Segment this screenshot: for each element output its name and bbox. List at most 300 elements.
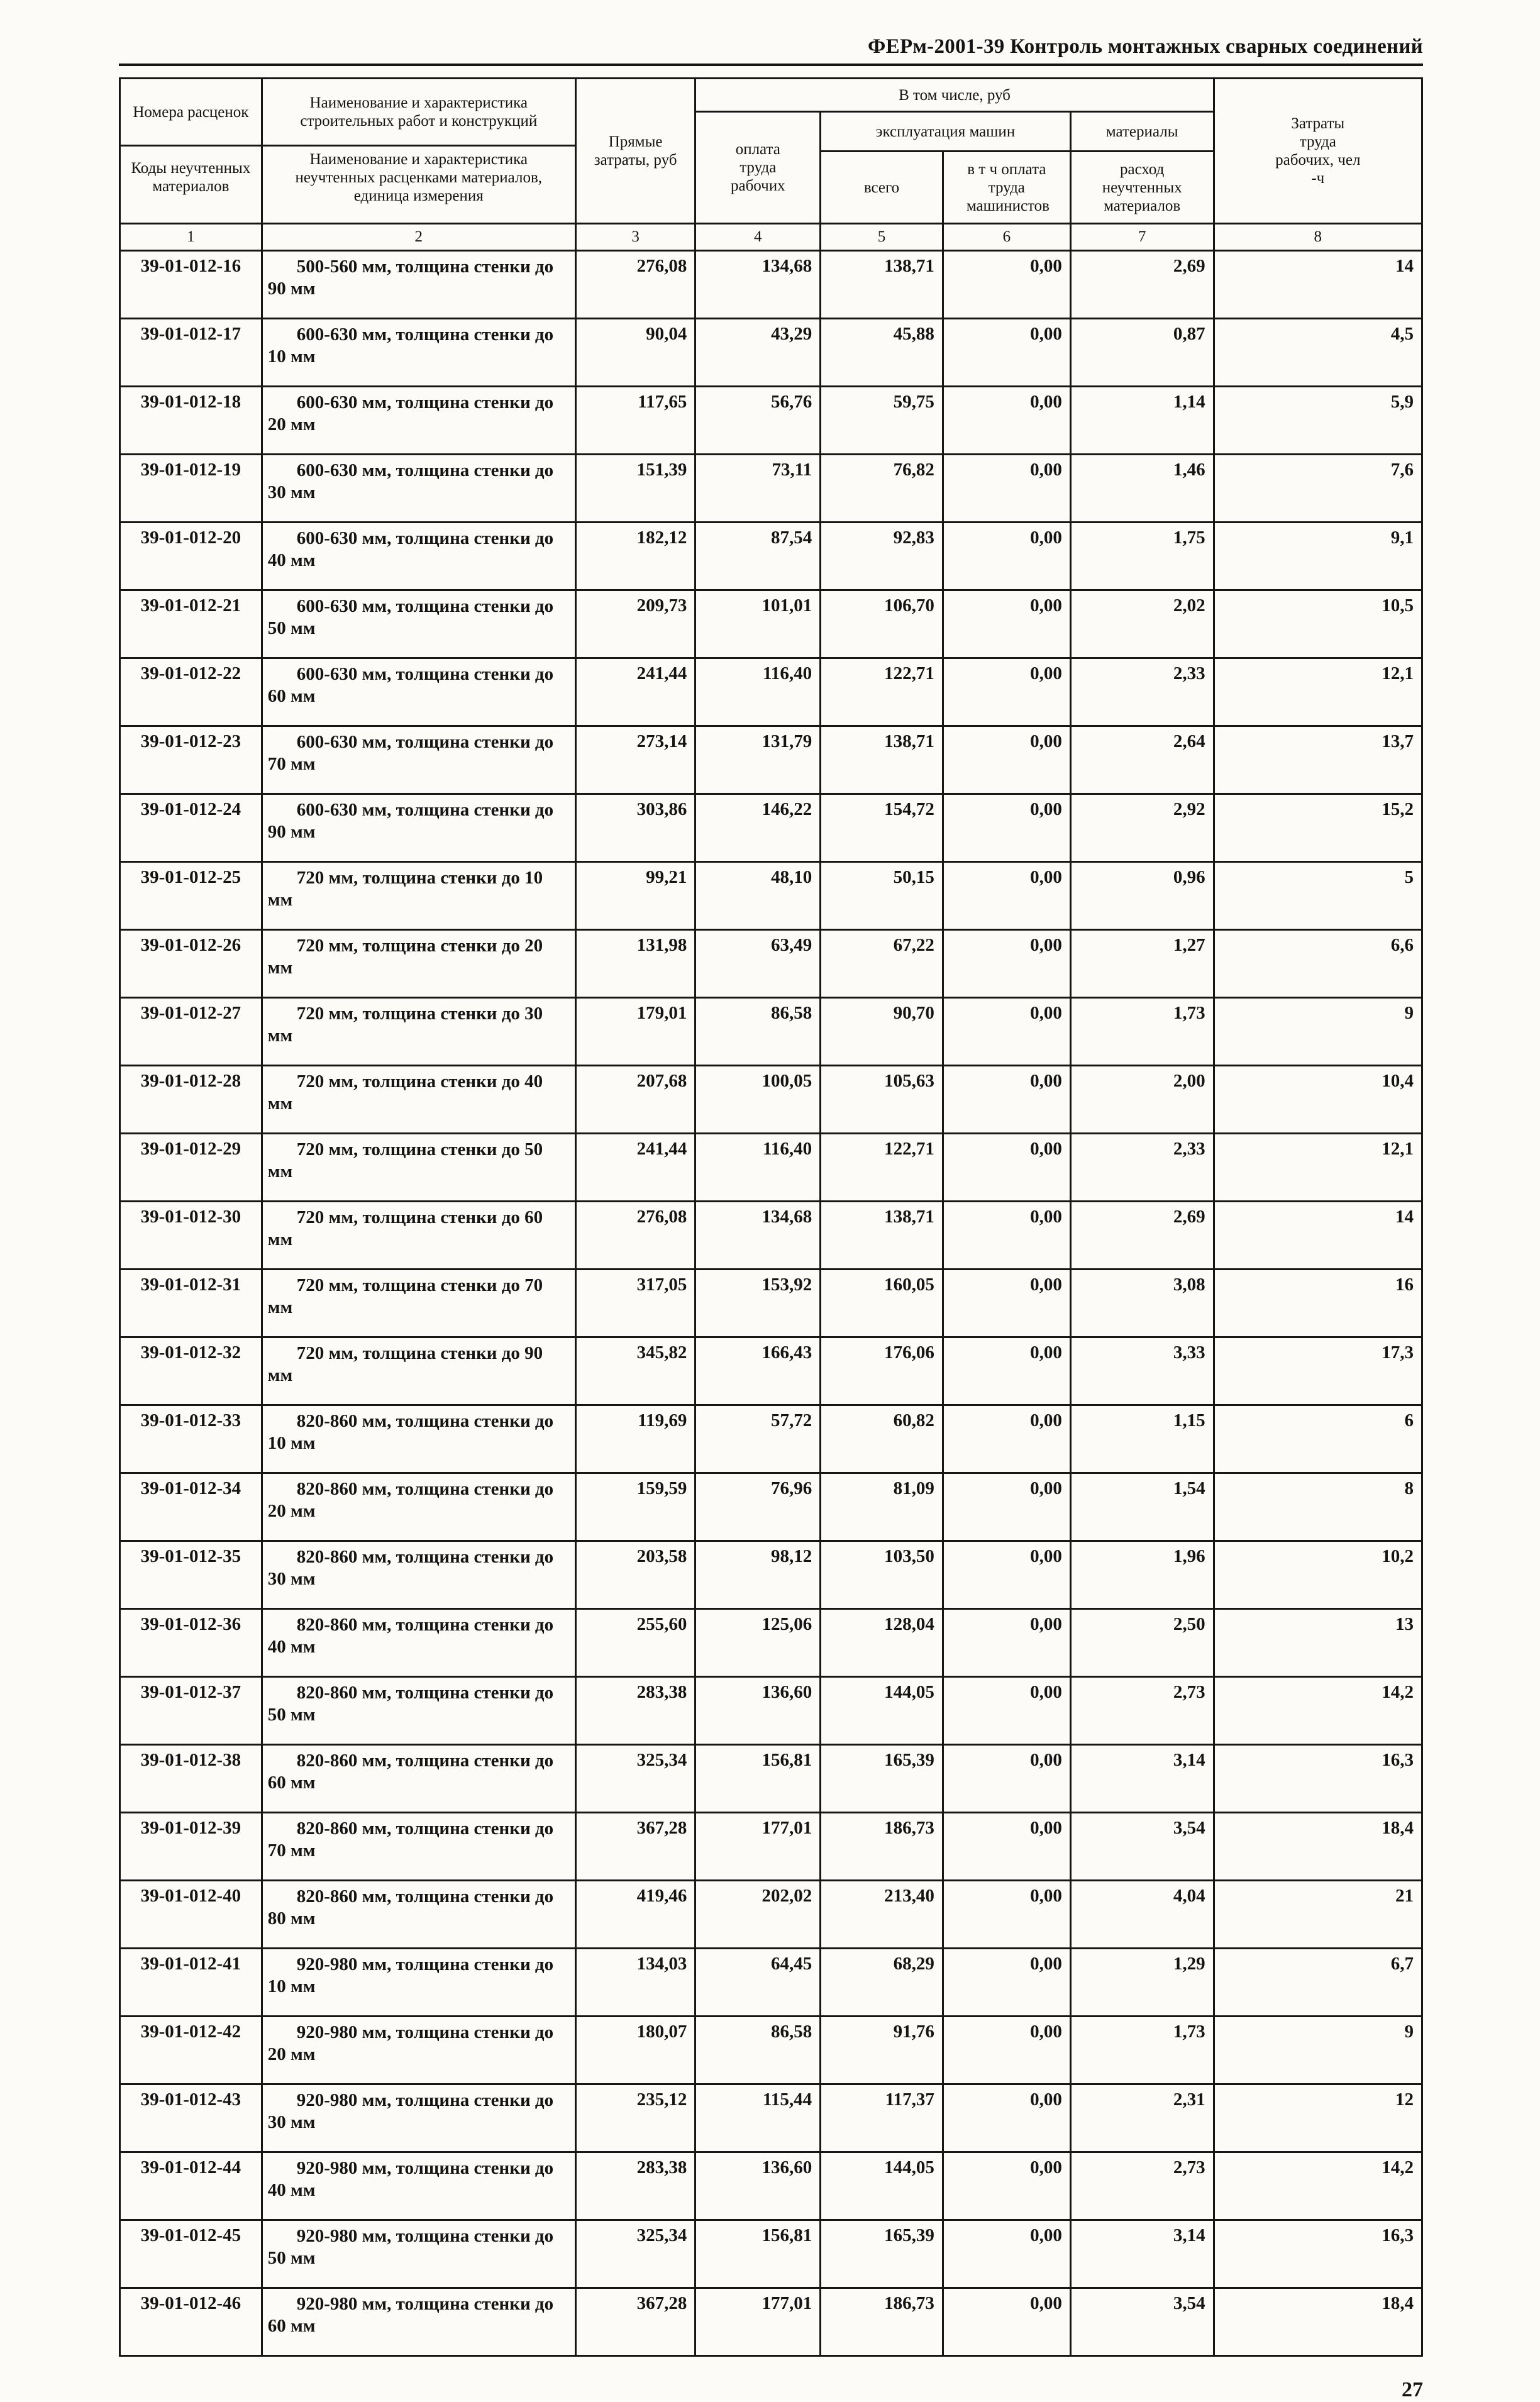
value-cell: 276,08 [575, 251, 695, 319]
value-cell: 203,58 [575, 1541, 695, 1609]
value-cell: 177,01 [695, 2288, 821, 2356]
work-name: 600-630 мм, толщина стенки до 40 мм [262, 523, 575, 590]
value-cell: 134,68 [695, 1202, 821, 1270]
value-cell: 86,58 [695, 2017, 821, 2084]
value-cell: 165,39 [821, 2220, 943, 2288]
material-codes-label: Коды неучтенных материалов [131, 159, 251, 195]
rate-code: 39-01-012-39 [120, 1813, 262, 1881]
value-cell: 21 [1214, 1881, 1422, 1949]
value-cell: 1,14 [1070, 387, 1214, 455]
value-cell: 207,68 [575, 1066, 695, 1134]
value-cell: 0,00 [943, 862, 1070, 930]
value-cell: 90,04 [575, 319, 695, 387]
work-name: 820-860 мм, толщина стенки до 40 мм [262, 1609, 575, 1677]
value-cell: 3,08 [1070, 1270, 1214, 1337]
value-cell: 0,00 [943, 1473, 1070, 1541]
rate-code: 39-01-012-41 [120, 1949, 262, 2017]
value-cell: 138,71 [821, 251, 943, 319]
value-cell: 6 [1214, 1405, 1422, 1473]
value-cell: 131,98 [575, 930, 695, 998]
value-cell: 122,71 [821, 1134, 943, 1202]
value-cell: 0,00 [943, 1270, 1070, 1337]
value-cell: 2,33 [1070, 658, 1214, 726]
value-cell: 0,00 [943, 1405, 1070, 1473]
rate-code: 39-01-012-44 [120, 2152, 262, 2220]
value-cell: 73,11 [695, 455, 821, 523]
table-row [120, 251, 1422, 319]
materials-name-label: Наименование и характеристика неучтенных расценками материалов, единица измерения [295, 151, 543, 204]
value-cell: 0,00 [943, 2017, 1070, 2084]
value-cell: 2,92 [1070, 794, 1214, 862]
value-cell: 156,81 [695, 1745, 821, 1813]
value-cell: 117,37 [821, 2084, 943, 2152]
rate-code: 39-01-012-32 [120, 1337, 262, 1405]
work-name: 920-980 мм, толщина стенки до 50 мм [262, 2220, 575, 2288]
table-row [120, 726, 1422, 794]
table-row [120, 862, 1422, 930]
table-row [120, 1270, 1422, 1337]
work-name: 720 мм, толщина стенки до 30 мм [262, 998, 575, 1066]
value-cell: 186,73 [821, 1813, 943, 1881]
value-cell: 10,5 [1214, 590, 1422, 658]
value-cell: 345,82 [575, 1337, 695, 1405]
value-cell: 138,71 [821, 726, 943, 794]
header-materials: материалы [1070, 112, 1214, 152]
value-cell: 122,71 [821, 658, 943, 726]
value-cell: 17,3 [1214, 1337, 1422, 1405]
value-cell: 0,00 [943, 998, 1070, 1066]
header-direct-costs: Прямые затраты, руб [575, 79, 695, 224]
value-cell: 81,09 [821, 1473, 943, 1541]
value-cell: 3,14 [1070, 1745, 1214, 1813]
rate-numbers-split [121, 79, 261, 208]
value-cell: 0,00 [943, 1134, 1070, 1202]
table-row [120, 1066, 1422, 1134]
value-cell: 1,27 [1070, 930, 1214, 998]
value-cell: 419,46 [575, 1881, 695, 1949]
value-cell: 0,00 [943, 1677, 1070, 1745]
rate-code: 39-01-012-42 [120, 2017, 262, 2084]
value-cell: 241,44 [575, 658, 695, 726]
value-cell: 1,75 [1070, 523, 1214, 590]
rate-code: 39-01-012-29 [120, 1134, 262, 1202]
work-name: 600-630 мм, толщина стенки до 20 мм [262, 387, 575, 455]
table-row [120, 2220, 1422, 2288]
value-cell: 6,6 [1214, 930, 1422, 998]
value-cell: 156,81 [695, 2220, 821, 2288]
rate-code: 39-01-012-30 [120, 1202, 262, 1270]
rate-code: 39-01-012-23 [120, 726, 262, 794]
value-cell: 0,00 [943, 794, 1070, 862]
value-cell: 13,7 [1214, 726, 1422, 794]
value-cell: 0,00 [943, 726, 1070, 794]
value-cell: 117,65 [575, 387, 695, 455]
value-cell: 136,60 [695, 1677, 821, 1745]
value-cell: 106,70 [821, 590, 943, 658]
value-cell: 209,73 [575, 590, 695, 658]
value-cell: 76,82 [821, 455, 943, 523]
value-cell: 10,2 [1214, 1541, 1422, 1609]
machinists-pay-label: в т ч оплата труда машинистов [966, 160, 1050, 214]
table-row [120, 1405, 1422, 1473]
column-number: 8 [1214, 224, 1422, 251]
value-cell: 0,00 [943, 1881, 1070, 1949]
column-number: 5 [821, 224, 943, 251]
header-including: В том числе, руб [695, 79, 1214, 112]
table-row [120, 1745, 1422, 1813]
rate-code: 39-01-012-17 [120, 319, 262, 387]
value-cell: 86,58 [695, 998, 821, 1066]
value-cell: 180,07 [575, 2017, 695, 2084]
header-col-rate-numbers [120, 79, 262, 224]
value-cell: 18,4 [1214, 1813, 1422, 1881]
work-name: 820-860 мм, толщина стенки до 60 мм [262, 1745, 575, 1813]
work-name: 720 мм, толщина стенки до 50 мм [262, 1134, 575, 1202]
value-cell: 1,29 [1070, 1949, 1214, 2017]
value-cell: 1,73 [1070, 998, 1214, 1066]
value-cell: 303,86 [575, 794, 695, 862]
value-cell: 325,34 [575, 1745, 695, 1813]
table-row [120, 1541, 1422, 1609]
value-cell: 119,69 [575, 1405, 695, 1473]
value-cell: 8 [1214, 1473, 1422, 1541]
work-name: 820-860 мм, толщина стенки до 70 мм [262, 1813, 575, 1881]
value-cell: 241,44 [575, 1134, 695, 1202]
value-cell: 153,92 [695, 1270, 821, 1337]
value-cell: 91,76 [821, 2017, 943, 2084]
column-number: 2 [262, 224, 575, 251]
work-name: 600-630 мм, толщина стенки до 60 мм [262, 658, 575, 726]
value-cell: 134,68 [695, 251, 821, 319]
value-cell: 1,73 [1070, 2017, 1214, 2084]
value-cell: 50,15 [821, 862, 943, 930]
value-cell: 0,00 [943, 251, 1070, 319]
rate-code: 39-01-012-31 [120, 1270, 262, 1337]
rate-code: 39-01-012-45 [120, 2220, 262, 2288]
value-cell: 0,00 [943, 930, 1070, 998]
header-col-names [262, 79, 575, 224]
rate-code: 39-01-012-43 [120, 2084, 262, 2152]
work-name: 600-630 мм, толщина стенки до 90 мм [262, 794, 575, 862]
value-cell: 0,96 [1070, 862, 1214, 930]
header-machines-operation: эксплуатация машин [821, 112, 1071, 152]
value-cell: 0,00 [943, 2288, 1070, 2356]
value-cell: 57,72 [695, 1405, 821, 1473]
value-cell: 128,04 [821, 1609, 943, 1677]
work-name: 500-560 мм, толщина стенки до 90 мм [262, 251, 575, 319]
value-cell: 7,6 [1214, 455, 1422, 523]
value-cell: 3,54 [1070, 2288, 1214, 2356]
value-cell: 2,00 [1070, 1066, 1214, 1134]
value-cell: 0,00 [943, 1949, 1070, 2017]
value-cell: 138,71 [821, 1202, 943, 1270]
table-row [120, 455, 1422, 523]
value-cell: 1,54 [1070, 1473, 1214, 1541]
header-labor-input [1214, 79, 1422, 224]
work-name: 600-630 мм, толщина стенки до 50 мм [262, 590, 575, 658]
value-cell: 131,79 [695, 726, 821, 794]
header-machines-total: всего [821, 152, 943, 224]
value-cell: 125,06 [695, 1609, 821, 1677]
rates-table [119, 77, 1423, 2357]
work-name: 920-980 мм, толщина стенки до 10 мм [262, 1949, 575, 2017]
work-name: 600-630 мм, толщина стенки до 10 мм [262, 319, 575, 387]
table-row [120, 794, 1422, 862]
value-cell: 5,9 [1214, 387, 1422, 455]
value-cell: 367,28 [575, 1813, 695, 1881]
value-cell: 1,15 [1070, 1405, 1214, 1473]
header-labor-pay [695, 112, 821, 224]
labor-pay-label: оплата труда рабочих [730, 141, 785, 194]
value-cell: 0,00 [943, 319, 1070, 387]
value-cell: 0,00 [943, 1609, 1070, 1677]
value-cell: 144,05 [821, 1677, 943, 1745]
value-cell: 4,04 [1070, 1881, 1214, 1949]
work-name: 720 мм, толщина стенки до 70 мм [262, 1270, 575, 1337]
value-cell: 2,50 [1070, 1609, 1214, 1677]
work-name: 920-980 мм, толщина стенки до 30 мм [262, 2084, 575, 2152]
work-name: 820-860 мм, толщина стенки до 30 мм [262, 1541, 575, 1609]
value-cell: 14,2 [1214, 1677, 1422, 1745]
value-cell: 2,33 [1070, 1134, 1214, 1202]
rate-numbers-label: Номера расценок [121, 79, 261, 147]
value-cell: 2,73 [1070, 1677, 1214, 1745]
value-cell: 92,83 [821, 523, 943, 590]
value-cell: 0,00 [943, 387, 1070, 455]
work-name: 920-980 мм, толщина стенки до 60 мм [262, 2288, 575, 2356]
value-cell: 367,28 [575, 2288, 695, 2356]
value-cell: 16,3 [1214, 2220, 1422, 2288]
table-row [120, 1473, 1422, 1541]
value-cell: 43,29 [695, 319, 821, 387]
value-cell: 136,60 [695, 2152, 821, 2220]
value-cell: 12,1 [1214, 1134, 1422, 1202]
value-cell: 0,00 [943, 2084, 1070, 2152]
value-cell: 283,38 [575, 2152, 695, 2220]
column-number: 7 [1070, 224, 1214, 251]
value-cell: 99,21 [575, 862, 695, 930]
value-cell: 0,00 [943, 1541, 1070, 1609]
work-name: 820-860 мм, толщина стенки до 80 мм [262, 1881, 575, 1949]
value-cell: 76,96 [695, 1473, 821, 1541]
value-cell: 13 [1214, 1609, 1422, 1677]
value-cell: 45,88 [821, 319, 943, 387]
value-cell: 68,29 [821, 1949, 943, 2017]
value-cell: 177,01 [695, 1813, 821, 1881]
value-cell: 116,40 [695, 658, 821, 726]
value-cell: 3,54 [1070, 1813, 1214, 1881]
value-cell: 144,05 [821, 2152, 943, 2220]
value-cell: 159,59 [575, 1473, 695, 1541]
header-machinists-pay [943, 152, 1070, 224]
value-cell: 100,05 [695, 1066, 821, 1134]
value-cell: 2,02 [1070, 590, 1214, 658]
value-cell: 103,50 [821, 1541, 943, 1609]
work-name: 720 мм, толщина стенки до 90 мм [262, 1337, 575, 1405]
value-cell: 14,2 [1214, 2152, 1422, 2220]
value-cell: 6,7 [1214, 1949, 1422, 2017]
value-cell: 255,60 [575, 1609, 695, 1677]
value-cell: 60,82 [821, 1405, 943, 1473]
rate-code: 39-01-012-16 [120, 251, 262, 319]
work-name: 820-860 мм, толщина стенки до 50 мм [262, 1677, 575, 1745]
value-cell: 2,69 [1070, 1202, 1214, 1270]
materials-consumption-label: расход неучтенных материалов [1102, 160, 1182, 214]
value-cell: 325,34 [575, 2220, 695, 2288]
value-cell: 59,75 [821, 387, 943, 455]
value-cell: 3,33 [1070, 1337, 1214, 1405]
header-materials-consumption [1070, 152, 1214, 224]
work-name: 600-630 мм, толщина стенки до 70 мм [262, 726, 575, 794]
value-cell: 0,00 [943, 1202, 1070, 1270]
value-cell: 1,46 [1070, 455, 1214, 523]
value-cell: 0,00 [943, 455, 1070, 523]
work-name: 720 мм, толщина стенки до 20 мм [262, 930, 575, 998]
work-name: 720 мм, толщина стенки до 60 мм [262, 1202, 575, 1270]
value-cell: 186,73 [821, 2288, 943, 2356]
value-cell: 9,1 [1214, 523, 1422, 590]
works-name-label: Наименование и характеристика строительных работ и конструкций [263, 79, 575, 147]
table-row [120, 1813, 1422, 1881]
work-name: 920-980 мм, толщина стенки до 40 мм [262, 2152, 575, 2220]
table-row [120, 1949, 1422, 2017]
value-cell: 9 [1214, 998, 1422, 1066]
value-cell: 166,43 [695, 1337, 821, 1405]
value-cell: 1,96 [1070, 1541, 1214, 1609]
rate-code: 39-01-012-46 [120, 2288, 262, 2356]
value-cell: 9 [1214, 2017, 1422, 2084]
value-cell: 0,00 [943, 523, 1070, 590]
value-cell: 0,00 [943, 2152, 1070, 2220]
value-cell: 0,87 [1070, 319, 1214, 387]
page-number: 27 [1402, 2378, 1423, 2401]
value-cell: 101,01 [695, 590, 821, 658]
value-cell: 160,05 [821, 1270, 943, 1337]
value-cell: 202,02 [695, 1881, 821, 1949]
work-name: 600-630 мм, толщина стенки до 30 мм [262, 455, 575, 523]
value-cell: 14 [1214, 1202, 1422, 1270]
header-row-1 [120, 79, 1422, 112]
value-cell: 0,00 [943, 590, 1070, 658]
value-cell: 5 [1214, 862, 1422, 930]
rates-table-body [120, 251, 1422, 2356]
value-cell: 151,39 [575, 455, 695, 523]
rate-code: 39-01-012-27 [120, 998, 262, 1066]
value-cell: 176,06 [821, 1337, 943, 1405]
column-number: 6 [943, 224, 1070, 251]
value-cell: 87,54 [695, 523, 821, 590]
table-row [120, 590, 1422, 658]
value-cell: 213,40 [821, 1881, 943, 1949]
value-cell: 179,01 [575, 998, 695, 1066]
value-cell: 48,10 [695, 862, 821, 930]
value-cell: 105,63 [821, 1066, 943, 1134]
value-cell: 283,38 [575, 1677, 695, 1745]
value-cell: 0,00 [943, 658, 1070, 726]
value-cell: 0,00 [943, 1066, 1070, 1134]
value-cell: 2,64 [1070, 726, 1214, 794]
value-cell: 3,14 [1070, 2220, 1214, 2288]
value-cell: 235,12 [575, 2084, 695, 2152]
value-cell: 0,00 [943, 1813, 1070, 1881]
table-row [120, 2288, 1422, 2356]
value-cell: 182,12 [575, 523, 695, 590]
rate-code: 39-01-012-36 [120, 1609, 262, 1677]
value-cell: 14 [1214, 251, 1422, 319]
value-cell: 90,70 [821, 998, 943, 1066]
value-cell: 317,05 [575, 1270, 695, 1337]
value-cell: 56,76 [695, 387, 821, 455]
table-row [120, 1881, 1422, 1949]
value-cell: 115,44 [695, 2084, 821, 2152]
table-row [120, 1609, 1422, 1677]
value-cell: 2,31 [1070, 2084, 1214, 2152]
table-row [120, 2017, 1422, 2084]
value-cell: 2,69 [1070, 251, 1214, 319]
value-cell: 18,4 [1214, 2288, 1422, 2356]
value-cell: 116,40 [695, 1134, 821, 1202]
column-numbers-row [120, 224, 1422, 251]
work-name: 820-860 мм, толщина стенки до 20 мм [262, 1473, 575, 1541]
rate-code: 39-01-012-18 [120, 387, 262, 455]
column-number: 1 [120, 224, 262, 251]
table-row [120, 523, 1422, 590]
rate-code: 39-01-012-20 [120, 523, 262, 590]
rate-code: 39-01-012-40 [120, 1881, 262, 1949]
rate-code: 39-01-012-19 [120, 455, 262, 523]
names-split [263, 79, 575, 209]
value-cell: 165,39 [821, 1745, 943, 1813]
table-row [120, 1202, 1422, 1270]
rate-code: 39-01-012-25 [120, 862, 262, 930]
value-cell: 273,14 [575, 726, 695, 794]
value-cell: 63,49 [695, 930, 821, 998]
table-row [120, 1134, 1422, 1202]
rate-code: 39-01-012-28 [120, 1066, 262, 1134]
value-cell: 0,00 [943, 1745, 1070, 1813]
table-row [120, 998, 1422, 1066]
table-row [120, 658, 1422, 726]
column-number: 3 [575, 224, 695, 251]
work-name: 720 мм, толщина стенки до 40 мм [262, 1066, 575, 1134]
value-cell: 12 [1214, 2084, 1422, 2152]
rate-code: 39-01-012-24 [120, 794, 262, 862]
table-row [120, 387, 1422, 455]
rate-code: 39-01-012-26 [120, 930, 262, 998]
rate-code: 39-01-012-35 [120, 1541, 262, 1609]
rate-code: 39-01-012-37 [120, 1677, 262, 1745]
value-cell: 10,4 [1214, 1066, 1422, 1134]
value-cell: 154,72 [821, 794, 943, 862]
rate-code: 39-01-012-21 [120, 590, 262, 658]
table-row [120, 2084, 1422, 2152]
labor-input-label: Затраты труда рабочих, чел -ч [1275, 115, 1361, 187]
value-cell: 146,22 [695, 794, 821, 862]
value-cell: 276,08 [575, 1202, 695, 1270]
value-cell: 2,73 [1070, 2152, 1214, 2220]
value-cell: 64,45 [695, 1949, 821, 2017]
document-header-title: ФЕРм-2001-39 Контроль монтажных сварных соединений [119, 35, 1423, 66]
value-cell: 98,12 [695, 1541, 821, 1609]
work-name: 820-860 мм, толщина стенки до 10 мм [262, 1405, 575, 1473]
value-cell: 16 [1214, 1270, 1422, 1337]
value-cell: 0,00 [943, 1337, 1070, 1405]
value-cell: 12,1 [1214, 658, 1422, 726]
value-cell: 15,2 [1214, 794, 1422, 862]
table-row [120, 1337, 1422, 1405]
value-cell: 67,22 [821, 930, 943, 998]
column-number: 4 [695, 224, 821, 251]
